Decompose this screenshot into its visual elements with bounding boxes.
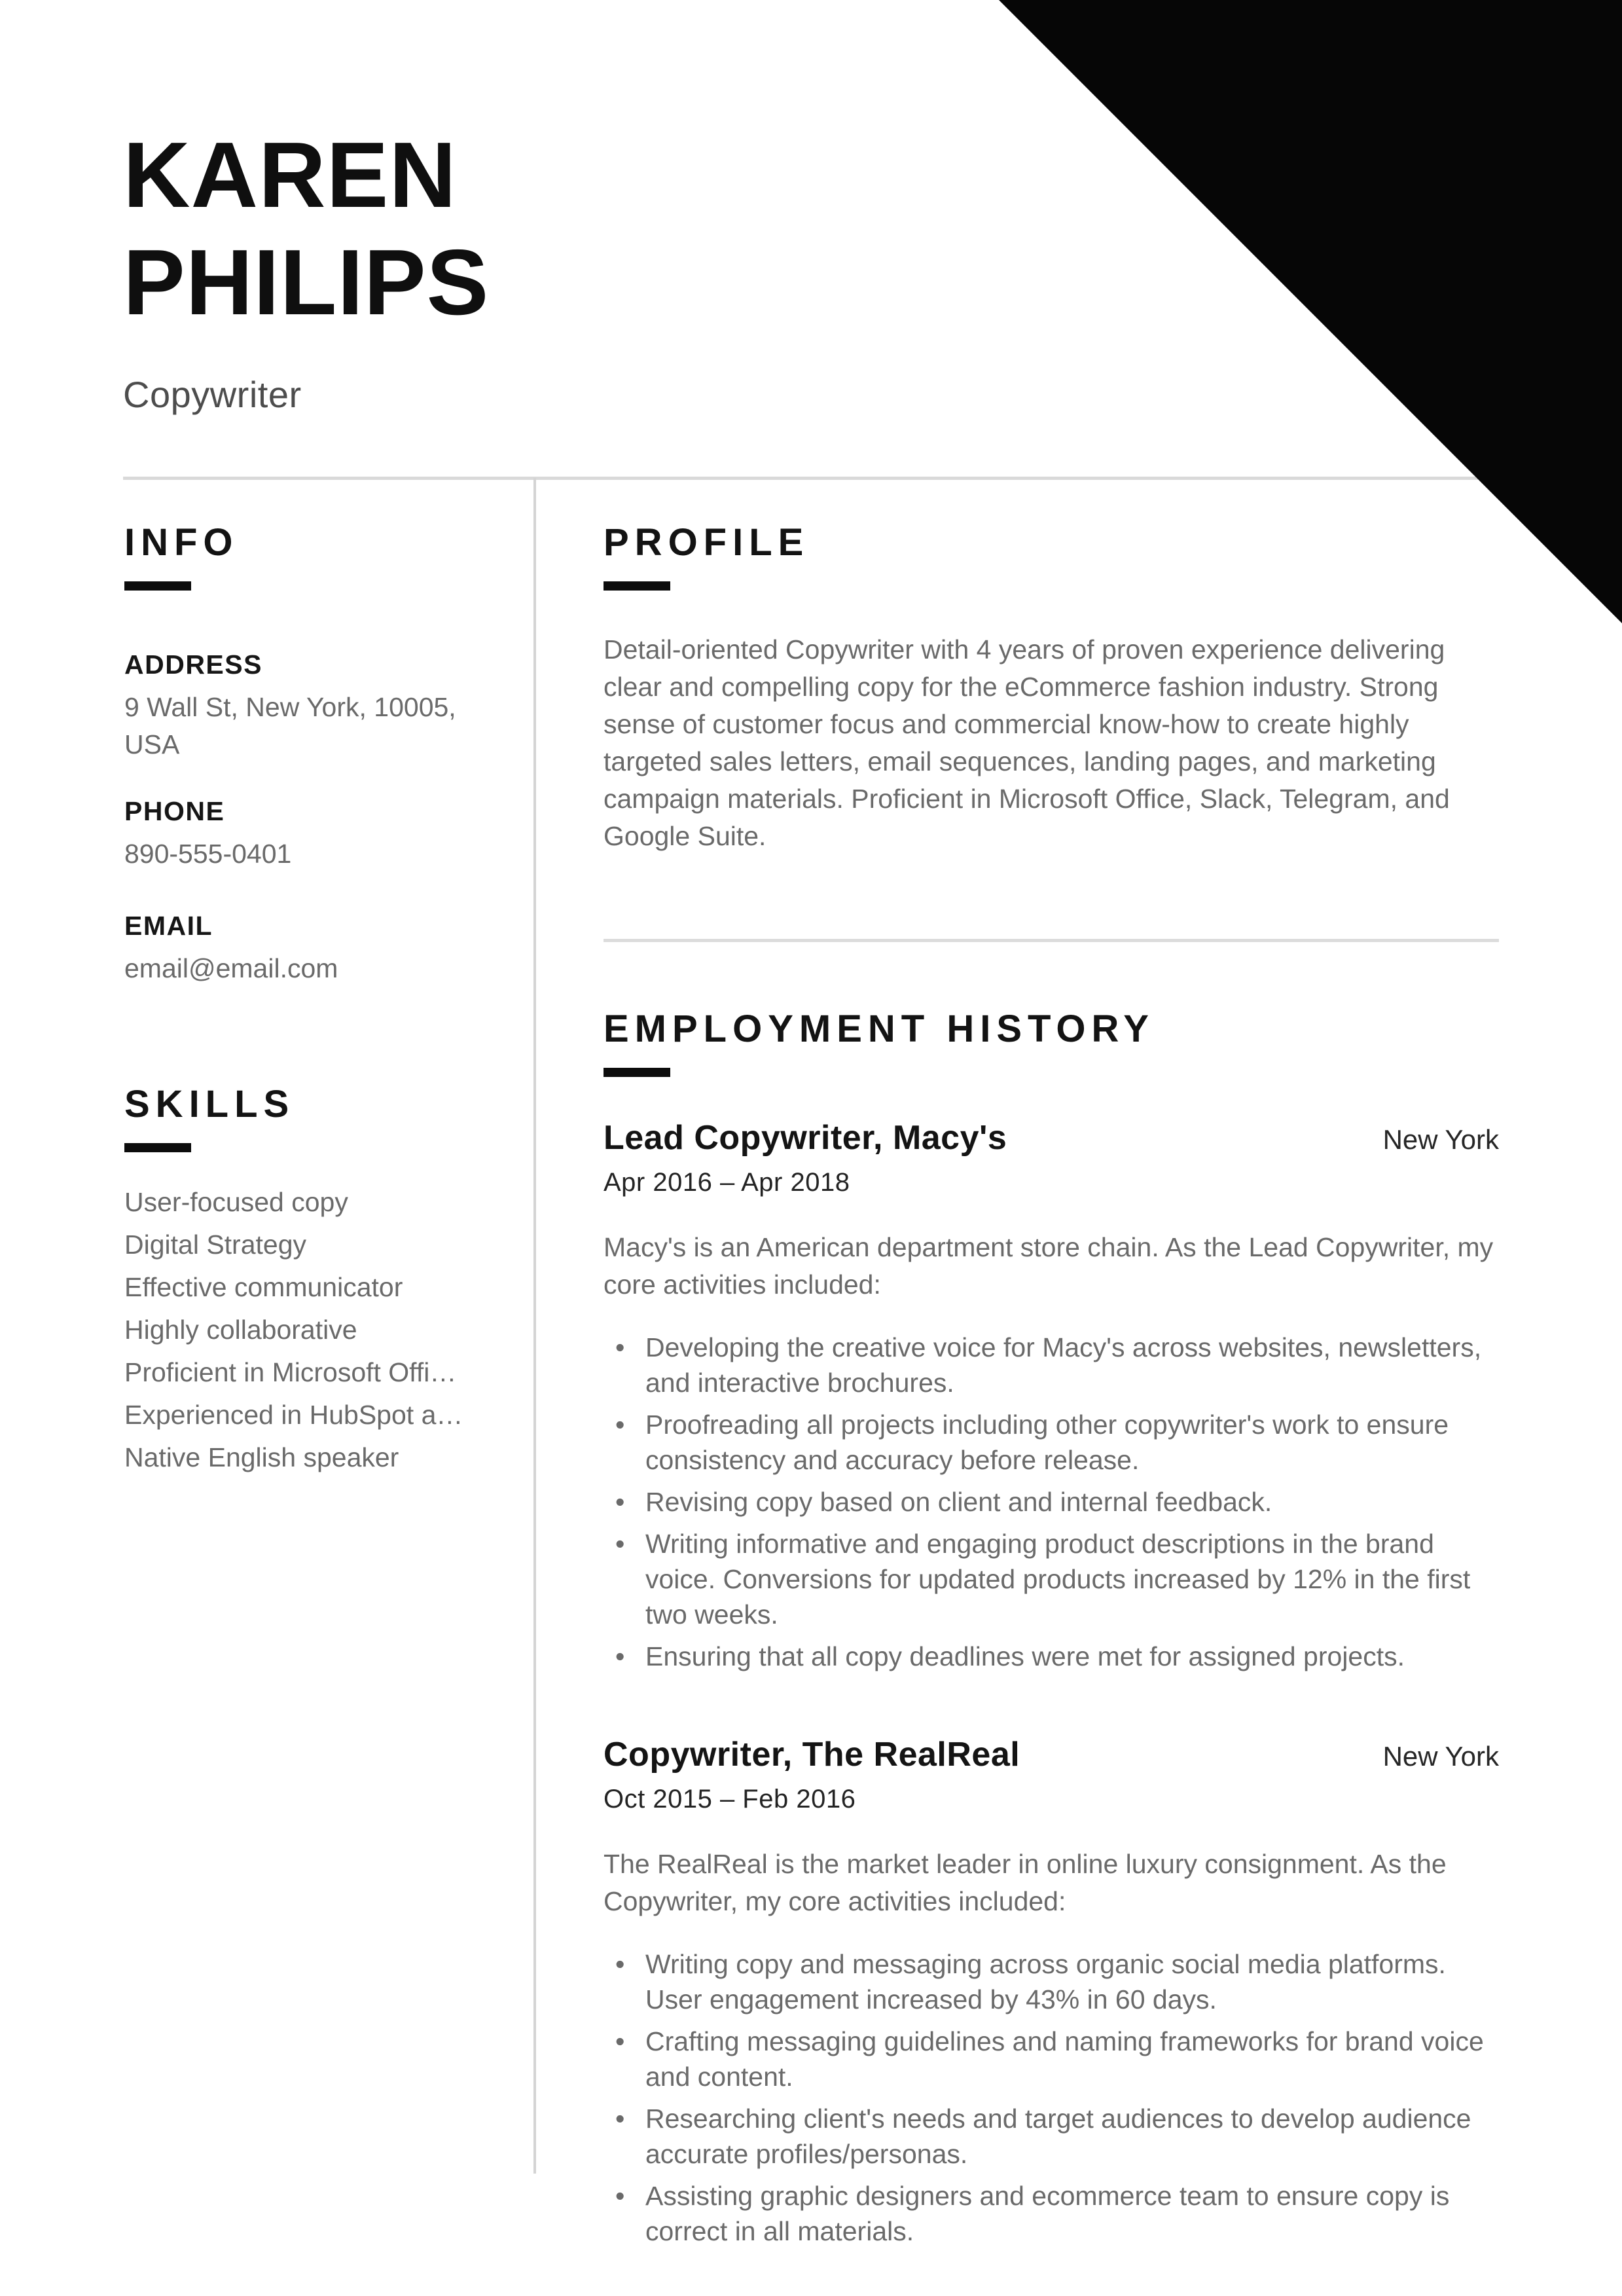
section-divider (604, 939, 1499, 942)
bullet-item: • Assisting graphic designers and ecommerce team to ensure copy is correct in all materials. (604, 2178, 1499, 2249)
name-line-first: KAREN (123, 123, 457, 227)
job-summary: Macy's is an American department store chain. As the Lead Copywriter, my core activities included: (604, 1232, 1494, 1300)
job-entry (604, 1734, 1499, 2249)
name-heading (123, 122, 489, 337)
phone-value: 890-555-0401 (124, 839, 292, 869)
job-header (604, 1734, 1499, 1775)
bullet-item: • Writing copy and messaging across organic social media platforms. User engagement increased by 43% in 60 days. (604, 1946, 1499, 2017)
bullet-item: • Ensuring that all copy deadlines were met for assigned projects. (604, 1639, 1499, 1674)
bullet-item: • Researching client's needs and target audiences to develop audience accurate profiles/personas. (604, 2101, 1499, 2172)
skill-item: Effective communicator (124, 1272, 403, 1302)
address-label: ADDRESS (124, 649, 262, 680)
skill-item: User-focused copy (124, 1187, 348, 1217)
skill-item: Experienced in HubSpot a… (124, 1400, 463, 1430)
bullet-item: • Revising copy based on client and internal feedback. (604, 1484, 1499, 1520)
skill-item: Proficient in Microsoft Offi… (124, 1357, 457, 1387)
bullet-item: • Writing informative and engaging product descriptions in the brand voice. Conversions for updated products increased by 12% in the first two weeks. (604, 1526, 1499, 1632)
email-label: EMAIL (124, 911, 213, 941)
skills-list (124, 1184, 491, 1476)
info-heading: INFO (124, 521, 239, 564)
phone-label: PHONE (124, 796, 225, 826)
skill-item: Highly collaborative (124, 1315, 357, 1345)
skill-item: Native English speaker (124, 1442, 399, 1472)
job-title-subtitle: Copywriter (123, 374, 302, 415)
profile-heading-bar (604, 581, 670, 591)
job-title: Lead Copywriter, Macy's (604, 1119, 1007, 1157)
corner-triangle-decoration (999, 0, 1622, 623)
employment-history-heading: EMPLOYMENT HISTORY (604, 1008, 1155, 1050)
job-summary: The RealReal is the market leader in online luxury consignment. As the Copywriter, my core activities included: (604, 1849, 1447, 1916)
job-bullet-list (604, 1330, 1499, 1674)
job-entry (604, 1118, 1499, 1674)
job-title: Copywriter, The RealReal (604, 1736, 1020, 1774)
job-dates: Apr 2016 – Apr 2018 (604, 1168, 850, 1197)
profile-heading: PROFILE (604, 521, 810, 564)
resume-header (123, 122, 489, 416)
job-header (604, 1118, 1499, 1158)
name-line-last: PHILIPS (123, 230, 490, 335)
skills-heading: SKILLS (124, 1083, 295, 1125)
job-dates: Oct 2015 – Feb 2016 (604, 1785, 856, 1813)
sidebar (124, 521, 491, 1482)
job-location: New York (1382, 1741, 1499, 1772)
address-value: 9 Wall St, New York, 10005, USA (124, 692, 456, 759)
info-heading-bar (124, 581, 191, 591)
job-bullet-list (604, 1946, 1499, 2249)
skill-item: Digital Strategy (124, 1230, 307, 1260)
bullet-item: • Crafting messaging guidelines and naming frameworks for brand voice and content. (604, 2024, 1499, 2094)
profile-text: Detail-oriented Copywriter with 4 years of proven experience delivering clear and compelling copy for the eCommerce fashion industry. Strong sense of customer focus and commercial know-how to create highly targeted sales letters, email sequences, landing pages, and marketing campaign materials. Proficient in Microsoft Office, Slack, Telegram, and Google Suite. (604, 634, 1450, 851)
email-value: email@email.com (124, 953, 338, 983)
bullet-item: • Developing the creative voice for Macy's across websites, newsletters, and interactive brochures. (604, 1330, 1499, 1400)
column-divider (533, 478, 536, 2174)
job-location: New York (1382, 1124, 1499, 1155)
main-column (604, 521, 1499, 2255)
employment-heading-bar (604, 1068, 670, 1077)
bullet-item: • Proofreading all projects including other copywriter's work to ensure consistency and accuracy before release. (604, 1407, 1499, 1478)
skills-heading-bar (124, 1143, 191, 1152)
